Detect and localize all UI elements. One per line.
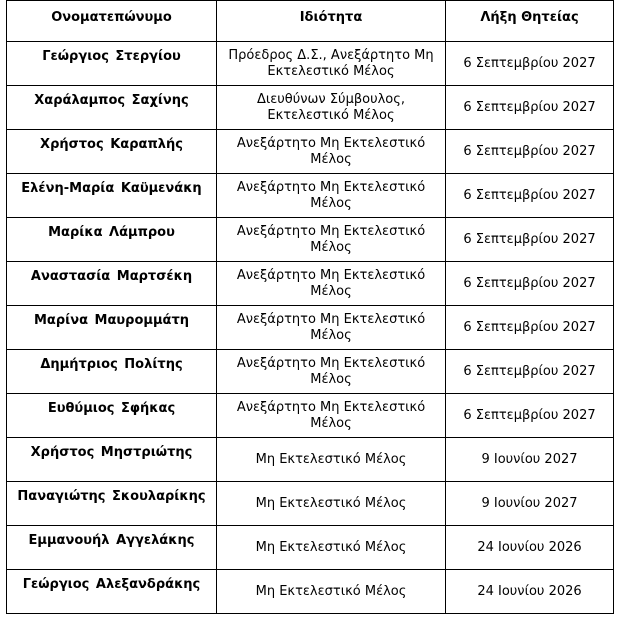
- member-role: Μη Εκτελεστικό Μέλος: [217, 482, 446, 526]
- member-term-end: 6 Σεπτεμβρίου 2027: [446, 42, 614, 86]
- member-term-end: 6 Σεπτεμβρίου 2027: [446, 262, 614, 306]
- member-role: Ανεξάρτητο Μη Εκτελεστικό Μέλος: [217, 218, 446, 262]
- table-row: [7, 262, 614, 306]
- member-term-end: 9 Ιουνίου 2027: [446, 482, 614, 526]
- member-term-end: 6 Σεπτεμβρίου 2027: [446, 218, 614, 262]
- member-role: Μη Εκτελεστικό Μέλος: [217, 526, 446, 570]
- member-name: Μαρίνα Μαυρομμάτη: [7, 306, 217, 350]
- member-name: Αναστασία Μαρτσέκη: [7, 262, 217, 306]
- member-role: Μη Εκτελεστικό Μέλος: [217, 570, 446, 614]
- table-row: [7, 130, 614, 174]
- member-term-end: 6 Σεπτεμβρίου 2027: [446, 86, 614, 130]
- member-term-end: 6 Σεπτεμβρίου 2027: [446, 306, 614, 350]
- member-name: Παναγιώτης Σκουλαρίκης: [7, 482, 217, 526]
- member-term-end: 6 Σεπτεμβρίου 2027: [446, 350, 614, 394]
- member-role: Πρόεδρος Δ.Σ., Ανεξάρτητο Μη Εκτελεστικό Μέλος: [217, 42, 446, 86]
- table-row: [7, 306, 614, 350]
- table-row: [7, 438, 614, 482]
- board-members-table: [6, 0, 614, 614]
- header-role: Ιδιότητα: [217, 1, 446, 42]
- member-name: Χρήστος Καραπλής: [7, 130, 217, 174]
- table-header-row: [7, 1, 614, 42]
- header-term-end: Λήξη Θητείας: [446, 1, 614, 42]
- member-role: Μη Εκτελεστικό Μέλος: [217, 438, 446, 482]
- member-role: Διευθύνων Σύμβουλος, Εκτελεστικό Μέλος: [217, 86, 446, 130]
- table-row: [7, 42, 614, 86]
- member-name: Ευθύμιος Σφήκας: [7, 394, 217, 438]
- table-row: [7, 218, 614, 262]
- table-row: [7, 174, 614, 218]
- table-row: [7, 350, 614, 394]
- table-row: [7, 86, 614, 130]
- member-role: Ανεξάρτητο Μη Εκτελεστικό Μέλος: [217, 262, 446, 306]
- member-name: Ελένη-Μαρία Καϋμενάκη: [7, 174, 217, 218]
- member-role: Ανεξάρτητο Μη Εκτελεστικό Μέλος: [217, 174, 446, 218]
- member-role: Ανεξάρτητο Μη Εκτελεστικό Μέλος: [217, 350, 446, 394]
- member-term-end: 6 Σεπτεμβρίου 2027: [446, 174, 614, 218]
- member-role: Ανεξάρτητο Μη Εκτελεστικό Μέλος: [217, 130, 446, 174]
- table-row: [7, 526, 614, 570]
- table-row: [7, 394, 614, 438]
- table-row: [7, 570, 614, 614]
- table-row: [7, 482, 614, 526]
- member-term-end: 6 Σεπτεμβρίου 2027: [446, 394, 614, 438]
- member-term-end: 24 Ιουνίου 2026: [446, 570, 614, 614]
- member-name: Χρήστος Μηστριώτης: [7, 438, 217, 482]
- member-name: Χαράλαμπος Σαχίνης: [7, 86, 217, 130]
- member-role: Ανεξάρτητο Μη Εκτελεστικό Μέλος: [217, 394, 446, 438]
- member-name: Δημήτριος Πολίτης: [7, 350, 217, 394]
- header-name: Ονοματεπώνυμο: [7, 1, 217, 42]
- member-name: Εμμανουήλ Αγγελάκης: [7, 526, 217, 570]
- member-name: Μαρίκα Λάμπρου: [7, 218, 217, 262]
- member-term-end: 6 Σεπτεμβρίου 2027: [446, 130, 614, 174]
- member-name: Γεώργιος Αλεξανδράκης: [7, 570, 217, 614]
- member-term-end: 9 Ιουνίου 2027: [446, 438, 614, 482]
- member-name: Γεώργιος Στεργίου: [7, 42, 217, 86]
- member-role: Ανεξάρτητο Μη Εκτελεστικό Μέλος: [217, 306, 446, 350]
- member-term-end: 24 Ιουνίου 2026: [446, 526, 614, 570]
